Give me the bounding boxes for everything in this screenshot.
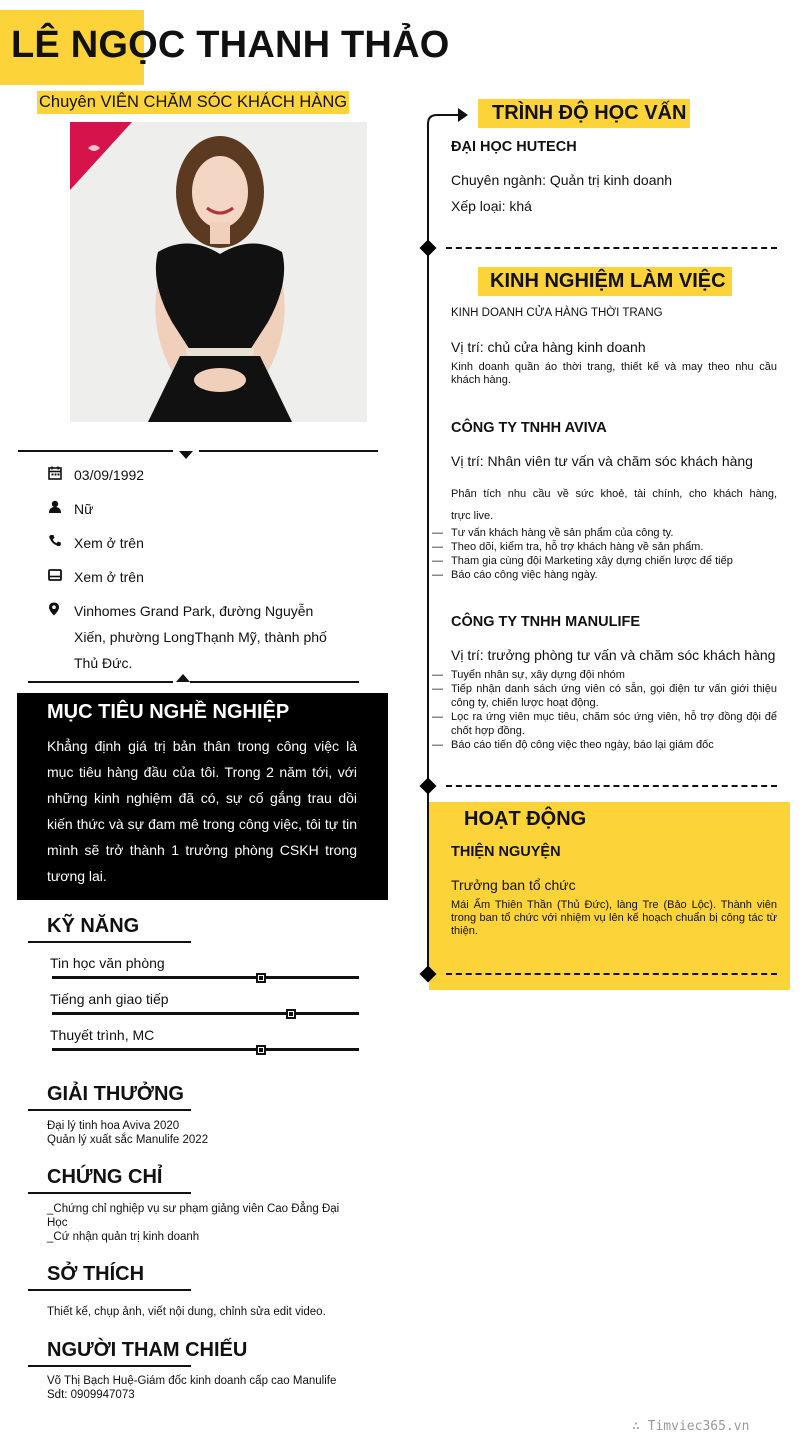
- awards-title: GIẢI THƯỞNG: [47, 1083, 184, 1105]
- contact-birthday: 03/09/1992: [48, 466, 144, 488]
- certificates-underline: [28, 1192, 191, 1194]
- address-line: Thủ Đức.: [74, 655, 133, 671]
- profile-photo: [70, 122, 367, 422]
- contact-address: [48, 602, 327, 676]
- user-icon: [48, 500, 74, 518]
- activity-description: Mái Ấm Thiên Thần (Thủ Đức), làng Tre (Bảo Lộc). Thành viên trong ban tổ chức với nhiệm vụ lên kế hoạch chuẩn bị công tác từ thiện.: [451, 899, 777, 937]
- divider-left: [28, 681, 173, 683]
- objective-title: MỤC TIÊU NGHỀ NGHIỆP: [47, 701, 290, 723]
- experience-title: KINH NGHIỆM LÀM VIỆC: [490, 270, 726, 292]
- job-duty: — Theo dõi, kiểm tra, hỗ trợ khách hàng về sản phẩm.: [432, 540, 777, 554]
- job-position: Vị trí: trưởng phòng tư vấn và chăm sóc khách hàng: [451, 647, 776, 663]
- job-duty: — Tư vấn khách hàng về sản phẩm của công ty.: [432, 526, 777, 540]
- reference-item: Võ Thị Bạch Huệ-Giám đốc kinh doanh cấp cao Manulife: [47, 1375, 337, 1387]
- skill-level-knob: [256, 973, 266, 983]
- job-duty: — Tuyển nhân sự, xây dựng đội nhóm: [432, 668, 777, 682]
- education-grade: Xếp loại: khá: [451, 198, 532, 214]
- references-title: NGƯỜI THAM CHIẾU: [47, 1339, 248, 1361]
- certificates-list: [47, 1202, 339, 1244]
- awards-underline: [28, 1109, 191, 1111]
- skill-bar: [52, 1012, 359, 1015]
- job-description: Kinh doanh quần áo thời trang, thiết kế và may theo nhu cầu khách hàng.: [451, 361, 777, 386]
- hobbies-text: Thiết kế, chụp ảnh, viết nội dung, chỉnh sửa edit video.: [47, 1306, 326, 1318]
- timeline-start-arrow: [420, 100, 476, 130]
- skill-level-knob: [286, 1009, 296, 1019]
- certificates-title: CHỨNG CHỈ: [47, 1166, 163, 1188]
- objective-section: [17, 693, 388, 900]
- certificate-item: _Chứng chỉ nghiệp vụ sư phạm giảng viên Cao Đẳng Đại: [47, 1203, 340, 1215]
- education-title: TRÌNH ĐỘ HỌC VẤN: [492, 102, 687, 124]
- timeline-marker: [420, 778, 437, 795]
- skill-level-knob: [256, 1045, 266, 1055]
- job-title: Chuyên VIÊN CHĂM SÓC KHÁCH HÀNG: [37, 91, 349, 114]
- skill-bar: [52, 1048, 359, 1051]
- skill-bar: [52, 976, 359, 979]
- activity-role: Trưởng ban tổ chức: [451, 877, 576, 893]
- skills-underline: [28, 941, 191, 943]
- job-description: Phân tích nhu cầu về sức khoẻ, tài chính, cho khách hàng, trực live.: [451, 488, 777, 522]
- skill-label: Tiếng anh giao tiếp: [50, 991, 169, 1007]
- award-item: Quản lý xuất sắc Manulife 2022: [47, 1134, 209, 1146]
- skills-title: KỸ NĂNG: [47, 915, 140, 937]
- education-major: Chuyên ngành: Quản trị kinh doanh: [451, 172, 673, 188]
- candidate-name: LÊ NGỌC THANH THẢO: [11, 24, 450, 66]
- contact-gender: Nữ: [48, 500, 93, 522]
- job-duty: — Lọc ra ứng viên mục tiêu, chăm sóc ứng viên, hỗ trợ đồng đội để chốt hợp đồng.: [432, 710, 777, 738]
- email-icon: [48, 568, 74, 586]
- job-duty: — Báo cáo tiến độ công việc theo ngày, báo lại giám đốc: [432, 738, 777, 752]
- award-item: Đại lý tinh hoa Aviva 2020: [47, 1120, 180, 1132]
- job-company: KINH DOANH CỬA HÀNG THỜI TRANG: [451, 307, 663, 319]
- references-list: [47, 1374, 336, 1402]
- job-duty: — Báo cáo công việc hàng ngày.: [432, 568, 777, 582]
- divider-left: [18, 450, 173, 452]
- job-duties-list: [432, 668, 777, 752]
- section-dashed-divider: [446, 247, 777, 249]
- divider-right: [199, 450, 378, 452]
- hobbies-underline: [28, 1289, 191, 1291]
- job-position: Vị trí: chủ cửa hàng kinh doanh: [451, 339, 646, 355]
- contact-phone: Xem ở trên: [48, 534, 144, 556]
- section-dashed-divider: [446, 785, 777, 787]
- address-line: Vinhomes Grand Park, đường Nguyễn: [74, 603, 314, 619]
- certificate-item: _Cứ nhận quản trị kinh doanh: [47, 1231, 200, 1243]
- divider-arrow-up: [176, 674, 190, 682]
- activity-name: THIỆN NGUYỆN: [451, 844, 561, 860]
- education-school: ĐẠI HỌC HUTECH: [451, 139, 577, 155]
- reference-item: Sdt: 0909947073: [47, 1389, 135, 1401]
- section-dashed-divider: [446, 973, 777, 975]
- timeline-marker: [420, 240, 437, 257]
- calendar-icon: [48, 466, 74, 484]
- job-duties-list: [432, 526, 777, 582]
- location-icon: [48, 602, 74, 620]
- divider-right: [190, 681, 359, 683]
- certificate-item: Học: [47, 1217, 68, 1229]
- job-company: CÔNG TY TNHH MANULIFE: [451, 614, 641, 630]
- skill-label: Thuyết trình, MC: [50, 1027, 155, 1043]
- address-line: Xiến, phường LongThạnh Mỹ, thành phố: [74, 629, 327, 645]
- divider-arrow-down: [179, 451, 193, 459]
- awards-list: [47, 1119, 208, 1147]
- watermark: ∴ Timviec365.vn: [632, 1419, 750, 1434]
- job-position: Vị trí: Nhân viên tư vấn và chăm sóc khách hàng: [451, 453, 753, 469]
- phone-icon: [48, 534, 74, 552]
- hobbies-title: SỞ THÍCH: [47, 1263, 145, 1285]
- references-underline: [28, 1365, 191, 1367]
- contact-email: Xem ở trên: [48, 568, 144, 590]
- job-duty: — Tham gia cùng đội Marketing xây dựng chiến lược để tiếp: [432, 554, 777, 568]
- skill-label: Tin học văn phòng: [50, 955, 165, 971]
- objective-text: Khẳng định giá trị bản thân trong công việc là mục tiêu hàng đầu của tôi. Trong 2 năm tới, với những kinh nghiệm đã có, sự cố gắng trau dồi kiến thức và sự đam mê trong công việc, tôi tự tin mình sẽ trở thành 1 trưởng phòng CSKH trong tương lai.: [47, 738, 357, 884]
- activities-title: HOẠT ĐỘNG: [464, 808, 587, 830]
- job-duty: — Tiếp nhận danh sách ứng viên có sẵn, gọi điện tư vấn giới thiệu công ty, chiến lược hoạt động.: [432, 682, 777, 710]
- job-company: CÔNG TY TNHH AVIVA: [451, 420, 607, 436]
